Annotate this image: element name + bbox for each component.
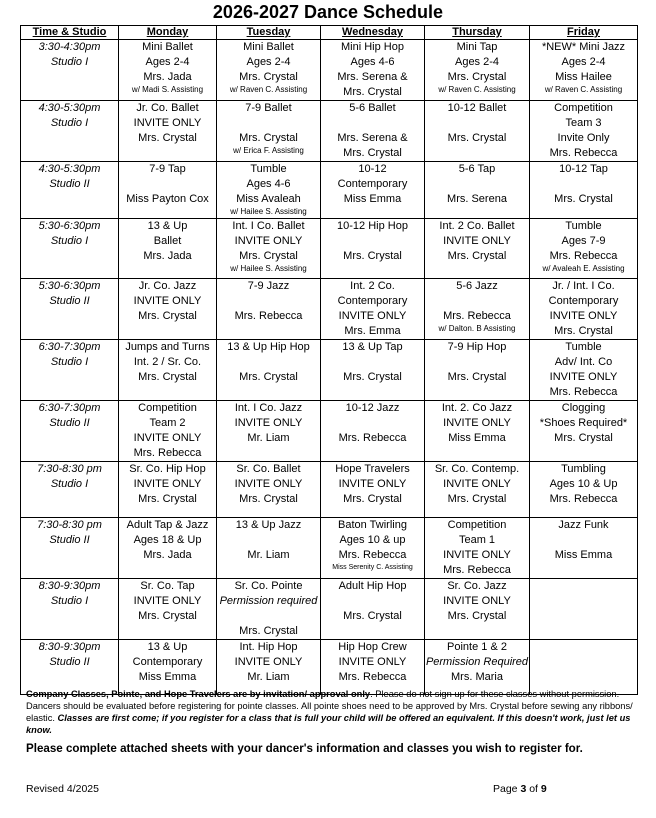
class-line: Mrs. Crystal: [554, 193, 613, 205]
class-line: INVITE ONLY: [549, 310, 618, 322]
class-cell-monday: [119, 279, 217, 340]
class-cell-thursday: [425, 279, 530, 340]
class-line: Mrs. Serena: [447, 193, 507, 205]
class-line: Clogging: [561, 402, 606, 414]
studio-name: Studio I: [50, 235, 89, 247]
class-cell-wednesday: [321, 101, 425, 162]
class-line: Mrs. Crystal: [239, 71, 298, 83]
class-line: Mrs. Crystal: [343, 147, 402, 159]
class-line: Team 2: [149, 417, 186, 429]
class-line: 10-12 Jazz: [345, 402, 400, 414]
class-cell-tuesday: [217, 219, 321, 279]
class-line: INVITE ONLY: [443, 417, 511, 429]
page-title: 2026-2027 Dance Schedule: [212, 2, 444, 22]
class-line: Mrs. Rebecca: [549, 147, 618, 159]
class-line: Ages 18 & Up: [133, 534, 202, 546]
class-line: Mrs. Crystal: [138, 310, 197, 322]
page-label: Page: [493, 783, 518, 795]
class-line: Mini Tap: [456, 41, 498, 53]
class-line: Miss Emma: [343, 193, 402, 205]
assistant-note: w/ Avaleah E. Assisting: [542, 264, 625, 273]
class-line: Mrs. Rebecca: [549, 493, 618, 505]
class-cell-tuesday: [217, 401, 321, 462]
class-line: Mrs. Rebecca: [549, 386, 618, 398]
studio-name: Studio II: [49, 178, 90, 190]
class-line: [425, 116, 529, 131]
class-line: Ages 10 & Up: [549, 478, 618, 490]
notes-italic: Classes are first come; if you register for a class that is full your child will be offered an equivalent. If this doesn't work, just let us know.: [26, 713, 631, 735]
class-line: Permission required: [219, 595, 318, 607]
class-line: Mrs. Jada: [143, 71, 192, 83]
class-line: Jr. Co. Jazz: [138, 280, 197, 292]
class-cell-wednesday: [321, 340, 425, 401]
class-line: 13 & Up Tap: [342, 341, 403, 353]
class-line: Sr. Co. Jazz: [447, 580, 507, 592]
schedule-row: [21, 279, 638, 340]
class-line: Mrs. Emma: [344, 325, 401, 337]
studio-name: Studio II: [49, 417, 90, 429]
class-cell-monday: [119, 162, 217, 219]
class-line: Ages 10 & up: [339, 534, 406, 546]
class-line: Ages 2-4: [454, 56, 500, 68]
class-line: Ballet: [153, 235, 182, 247]
class-line: Int. 2 Co. Ballet: [439, 220, 515, 232]
class-cell-friday: [530, 401, 638, 462]
class-cell-thursday: [425, 579, 530, 640]
class-line: INVITE ONLY: [234, 656, 303, 668]
class-cell-tuesday: [217, 579, 321, 640]
time-studio-cell: [21, 340, 119, 401]
class-line: Mrs. Crystal: [239, 250, 298, 262]
time-slot: 6:30-7:30pm: [38, 402, 101, 414]
class-line: Miss Emma: [138, 671, 197, 683]
class-line: Permission Required: [425, 656, 529, 668]
class-cell-monday: [119, 340, 217, 401]
class-line: Sr. Co. Hip Hop: [129, 463, 206, 475]
class-line: Mrs. Crystal: [138, 371, 197, 383]
class-line: Mrs. Crystal: [239, 132, 298, 144]
class-cell-tuesday: [217, 101, 321, 162]
page-current: 3: [520, 783, 527, 795]
class-line: 10-12 Hip Hop: [337, 220, 408, 232]
class-line: Mrs. Rebecca: [338, 432, 407, 444]
class-line: *Shoes Required*: [539, 417, 628, 429]
header-friday: Friday: [530, 26, 638, 40]
class-line: Mrs. Crystal: [447, 132, 507, 144]
page-total: 9: [540, 783, 547, 795]
assistant-note: w/ Hailee S. Assisting: [230, 264, 307, 273]
class-line: [217, 533, 320, 548]
time-studio-cell: [21, 640, 119, 695]
time-slot: 3:30-4:30pm: [38, 41, 101, 53]
time-studio-cell: [21, 279, 119, 340]
class-line: [321, 416, 424, 431]
class-cell-thursday: [425, 101, 530, 162]
class-line: 10-12 Ballet: [447, 102, 507, 114]
class-line: INVITE ONLY: [338, 478, 407, 490]
class-line: Mr. Liam: [247, 432, 290, 444]
schedule-row: [21, 462, 638, 518]
studio-name: Studio I: [50, 356, 89, 368]
class-cell-wednesday: [321, 518, 425, 579]
class-line: Mrs. Crystal: [343, 493, 402, 505]
time-slot: 7:30-8:30 pm: [37, 463, 102, 475]
schedule-row: [21, 518, 638, 579]
class-line: Ages 7-9: [561, 235, 606, 247]
class-cell-friday: [530, 340, 638, 401]
class-cell-friday: [530, 462, 638, 518]
class-line: [217, 294, 320, 309]
class-cell-monday: [119, 462, 217, 518]
class-line: INVITE ONLY: [234, 417, 303, 429]
class-line: Invite Only: [557, 132, 610, 144]
time-slot: 7:30-8:30 pm: [37, 519, 102, 531]
class-line: Competition: [554, 102, 613, 114]
class-cell-monday: [119, 401, 217, 462]
class-line: Sr. Co. Contemp.: [434, 463, 520, 475]
class-line: *NEW* Mini Jazz: [541, 41, 626, 53]
class-line: Miss Avaleah: [236, 193, 301, 205]
class-cell-wednesday: [321, 279, 425, 340]
time-studio-cell: [21, 579, 119, 640]
class-cell-tuesday: [217, 518, 321, 579]
class-cell-monday: [119, 640, 217, 695]
class-line: Miss Hailee: [555, 71, 612, 83]
class-line: 10-12: [358, 163, 387, 175]
class-cell-wednesday: [321, 640, 425, 695]
time-slot: 4:30-5:30pm: [38, 163, 101, 175]
class-line: [425, 355, 529, 370]
class-cell-friday: [530, 101, 638, 162]
class-line: 7-9 Tap: [149, 163, 186, 175]
class-line: Mrs. Crystal: [447, 250, 507, 262]
class-line: Hip Hop Crew: [338, 641, 407, 653]
class-line: Mini Ballet: [243, 41, 294, 53]
schedule-table: [20, 25, 638, 695]
class-line: Sr. Co. Tap: [140, 580, 195, 592]
class-line: Mrs. Rebecca: [549, 250, 618, 262]
assistant-note: w/ Raven C. Assisting: [438, 85, 516, 94]
class-cell-monday: [119, 579, 217, 640]
class-line: Mrs. Jada: [143, 549, 192, 561]
class-cell-wednesday: [321, 462, 425, 518]
class-line: Sr. Co. Ballet: [236, 463, 301, 475]
class-cell-friday: [530, 640, 638, 695]
assistant-note: w/ Raven C. Assisting: [544, 85, 623, 94]
studio-name: Studio II: [49, 534, 90, 546]
class-cell-wednesday: [321, 579, 425, 640]
page-of: of: [529, 783, 538, 795]
class-line: Mrs. Crystal: [138, 493, 197, 505]
time-slot: 4:30-5:30pm: [38, 102, 101, 114]
class-line: INVITE ONLY: [549, 371, 618, 383]
class-line: [217, 116, 320, 131]
schedule-row: [21, 640, 638, 695]
class-line: Mrs. Rebecca: [133, 447, 202, 459]
class-line: 7-9 Hip Hop: [447, 341, 507, 353]
class-line: Mrs. Crystal: [138, 132, 197, 144]
class-line: [119, 177, 216, 192]
class-line: Int. 2 Co.: [350, 280, 395, 292]
class-line: INVITE ONLY: [133, 432, 202, 444]
class-line: Ages 2-4: [246, 56, 291, 68]
class-cell-thursday: [425, 340, 530, 401]
time-studio-cell: [21, 101, 119, 162]
class-line: Pointe 1 & 2: [447, 641, 507, 653]
class-line: Adv/ Int. Co: [554, 356, 613, 368]
class-line: 13 & Up Jazz: [235, 519, 302, 531]
class-line: Mrs. Rebecca: [338, 549, 407, 561]
class-line: Miss Payton Cox: [126, 193, 209, 205]
class-line: Mrs. Crystal: [554, 325, 613, 337]
revised-date: Revised 4/2025: [26, 783, 99, 795]
class-line: Adult Tap & Jazz: [126, 519, 209, 531]
class-line: Contemporary: [132, 656, 203, 668]
class-line: Mrs. Serena &: [337, 132, 408, 144]
class-line: Int. Hip Hop: [239, 641, 298, 653]
class-line: Mrs. Crystal: [447, 371, 507, 383]
assistant-note: w/ Dalton. B Assisting: [438, 324, 516, 333]
studio-name: Studio I: [50, 56, 89, 68]
header-tuesday: Tuesday: [217, 26, 321, 40]
class-line: 5-6 Tap: [458, 163, 496, 175]
class-line: Tumbling: [561, 463, 606, 475]
class-line: [321, 355, 424, 370]
class-line: Jumps and Turns: [125, 341, 210, 353]
class-line: INVITE ONLY: [133, 295, 202, 307]
class-cell-friday: [530, 279, 638, 340]
class-line: INVITE ONLY: [133, 117, 202, 129]
class-line: INVITE ONLY: [443, 595, 511, 607]
class-line: Mrs. Crystal: [554, 432, 613, 444]
class-line: [530, 533, 637, 548]
class-line: 7-9 Jazz: [247, 280, 290, 292]
class-line: Hope Travelers: [335, 463, 410, 475]
class-line: 10-12 Tap: [559, 163, 608, 175]
assistant-note: w/ Madi S. Assisting: [131, 85, 204, 94]
class-line: Mrs. Rebecca: [234, 310, 303, 322]
time-studio-cell: [21, 162, 119, 219]
class-line: INVITE ONLY: [443, 549, 511, 561]
class-line: Mrs. Crystal: [138, 610, 197, 622]
class-line: Adult Hip Hop: [338, 580, 407, 592]
time-studio-cell: [21, 518, 119, 579]
class-line: [530, 177, 637, 192]
schedule-row: [21, 40, 638, 101]
studio-name: Studio I: [50, 117, 89, 129]
class-line: [425, 177, 529, 192]
class-cell-wednesday: [321, 401, 425, 462]
class-line: Sr. Co. Pointe: [234, 580, 303, 592]
header-row: [21, 26, 638, 40]
class-cell-monday: [119, 219, 217, 279]
class-line: Ages 4-6: [246, 178, 291, 190]
header-time-studio: Time & Studio: [21, 26, 119, 40]
time-slot: 5:30-6:30pm: [38, 280, 101, 292]
class-cell-tuesday: [217, 340, 321, 401]
class-cell-monday: [119, 518, 217, 579]
class-line: INVITE ONLY: [443, 235, 511, 247]
class-cell-friday: [530, 162, 638, 219]
class-line: Contemporary: [337, 295, 408, 307]
class-cell-wednesday: [321, 162, 425, 219]
class-line: INVITE ONLY: [234, 235, 303, 247]
class-line: Int. 2 / Sr. Co.: [133, 356, 202, 368]
class-line: Int. 2. Co Jazz: [441, 402, 513, 414]
class-line: Mrs. Crystal: [343, 371, 402, 383]
class-line: Mrs. Crystal: [239, 493, 298, 505]
class-cell-thursday: [425, 219, 530, 279]
class-line: Competition: [447, 519, 507, 531]
class-line: Mrs. Jada: [143, 250, 192, 262]
class-line: Competition: [138, 402, 197, 414]
class-line: Mrs. Serena &: [337, 71, 408, 83]
time-studio-cell: [21, 462, 119, 518]
time-studio-cell: [21, 401, 119, 462]
schedule-row: [21, 219, 638, 279]
class-line: [217, 609, 320, 624]
assistant-note: w/ Raven C. Assisting: [229, 85, 308, 94]
class-line: 13 & Up Hip Hop: [227, 341, 310, 353]
class-line: Mrs. Crystal: [343, 250, 402, 262]
class-line: INVITE ONLY: [338, 656, 407, 668]
class-cell-thursday: [425, 518, 530, 579]
class-cell-tuesday: [217, 279, 321, 340]
class-line: Tumble: [250, 163, 287, 175]
class-line: Mrs. Crystal: [447, 493, 507, 505]
class-line: Ages 2-4: [145, 56, 190, 68]
class-line: Mrs. Rebecca: [443, 310, 511, 322]
class-cell-tuesday: [217, 640, 321, 695]
class-line: Mrs. Crystal: [239, 625, 298, 637]
class-line: [321, 116, 424, 131]
class-line: Baton Twirling: [338, 519, 407, 531]
class-line: [321, 234, 424, 249]
class-line: Mrs. Crystal: [239, 371, 298, 383]
class-line: [217, 355, 320, 370]
class-line: Jr. Co. Ballet: [136, 102, 199, 114]
class-line: Ages 2-4: [561, 56, 606, 68]
class-cell-tuesday: [217, 462, 321, 518]
schedule-row: [21, 340, 638, 401]
class-line: Miss Emma: [448, 432, 506, 444]
schedule-row: [21, 579, 638, 640]
class-line: Team 1: [458, 534, 496, 546]
class-line: Team 3: [565, 117, 602, 129]
class-line: Mrs. Crystal: [447, 610, 507, 622]
time-studio-cell: [21, 219, 119, 279]
class-cell-thursday: [425, 162, 530, 219]
class-line: 13 & Up: [147, 641, 188, 653]
assistant-note: w/ Hailee S. Assisting: [230, 207, 307, 216]
header-thursday: Thursday: [425, 26, 530, 40]
class-line: Jazz Funk: [558, 519, 609, 531]
class-line: Mini Hip Hop: [341, 41, 404, 53]
schedule-row: [21, 101, 638, 162]
class-cell-wednesday: [321, 40, 425, 101]
time-slot: 5:30-6:30pm: [38, 220, 101, 232]
class-line: Contemporary: [337, 178, 408, 190]
class-line: Mrs. Rebecca: [338, 671, 407, 683]
class-line: Mrs. Maria: [451, 671, 503, 683]
class-line: Contemporary: [548, 295, 619, 307]
header-monday: Monday: [119, 26, 217, 40]
class-cell-thursday: [425, 401, 530, 462]
class-cell-friday: [530, 518, 638, 579]
studio-name: Studio II: [49, 656, 90, 668]
time-slot: 6:30-7:30pm: [38, 341, 101, 353]
time-slot: 8:30-9:30pm: [38, 641, 101, 653]
class-line: Jr. / Int. I Co.: [552, 280, 615, 292]
class-cell-thursday: [425, 640, 530, 695]
complete-instructions: Please complete attached sheets with your dancer's information and classes you wish to register for.: [26, 742, 583, 755]
header-wednesday: Wednesday: [321, 26, 425, 40]
class-line: INVITE ONLY: [443, 478, 511, 490]
time-studio-cell: [21, 40, 119, 101]
assistant-note: Miss Serenity C. Assisting: [332, 564, 413, 571]
class-line: Mrs. Crystal: [447, 71, 507, 83]
notes-text: . Please do not sign up for these classes without permission. Dancers should be evaluated before registering for pointe classes. All pointe shoes need to be approved by Mrs. Crystal before sewing any ribbons/ elastic.: [26, 689, 633, 723]
class-line: INVITE ONLY: [133, 595, 202, 607]
class-line: Tumble: [565, 341, 602, 353]
class-line: Mr. Liam: [247, 671, 290, 683]
class-cell-friday: [530, 40, 638, 101]
class-line: [425, 294, 529, 309]
class-cell-friday: [530, 219, 638, 279]
class-line: Mrs. Rebecca: [443, 564, 511, 576]
class-line: Ages 4-6: [350, 56, 395, 68]
class-line: INVITE ONLY: [133, 478, 202, 490]
schedule-row: [21, 401, 638, 462]
notes-bold: Company Classes, Pointe, and Hope Travelers are by invitation/ approval only: [26, 689, 371, 699]
class-cell-tuesday: [217, 40, 321, 101]
class-line: Mini Ballet: [142, 41, 193, 53]
schedule-row: [21, 162, 638, 219]
class-cell-thursday: [425, 462, 530, 518]
class-cell-thursday: [425, 40, 530, 101]
class-cell-friday: [530, 579, 638, 640]
studio-name: Studio I: [50, 478, 89, 490]
class-cell-monday: [119, 40, 217, 101]
class-line: Tumble: [565, 220, 602, 232]
notes-paragraph: [26, 688, 636, 736]
class-line: Mr. Liam: [247, 549, 290, 561]
studio-name: Studio I: [50, 595, 89, 607]
class-line: Miss Emma: [554, 549, 613, 561]
class-cell-wednesday: [321, 219, 425, 279]
assistant-note: w/ Erica F. Assisting: [233, 146, 304, 155]
class-line: Mrs. Crystal: [343, 86, 402, 98]
class-line: [321, 594, 424, 609]
class-line: Mrs. Crystal: [343, 610, 402, 622]
class-line: 5-6 Jazz: [456, 280, 498, 292]
class-line: INVITE ONLY: [338, 310, 407, 322]
page-number: [493, 783, 547, 796]
class-line: Int. I Co. Jazz: [234, 402, 303, 414]
class-line: 5-6 Ballet: [349, 102, 396, 114]
studio-name: Studio II: [49, 295, 90, 307]
class-cell-monday: [119, 101, 217, 162]
class-cell-tuesday: [217, 162, 321, 219]
class-line: 7-9 Ballet: [245, 102, 292, 114]
class-line: INVITE ONLY: [234, 478, 303, 490]
time-slot: 8:30-9:30pm: [38, 580, 101, 592]
class-line: 13 & Up: [147, 220, 188, 232]
class-line: Int. I Co. Ballet: [232, 220, 305, 232]
